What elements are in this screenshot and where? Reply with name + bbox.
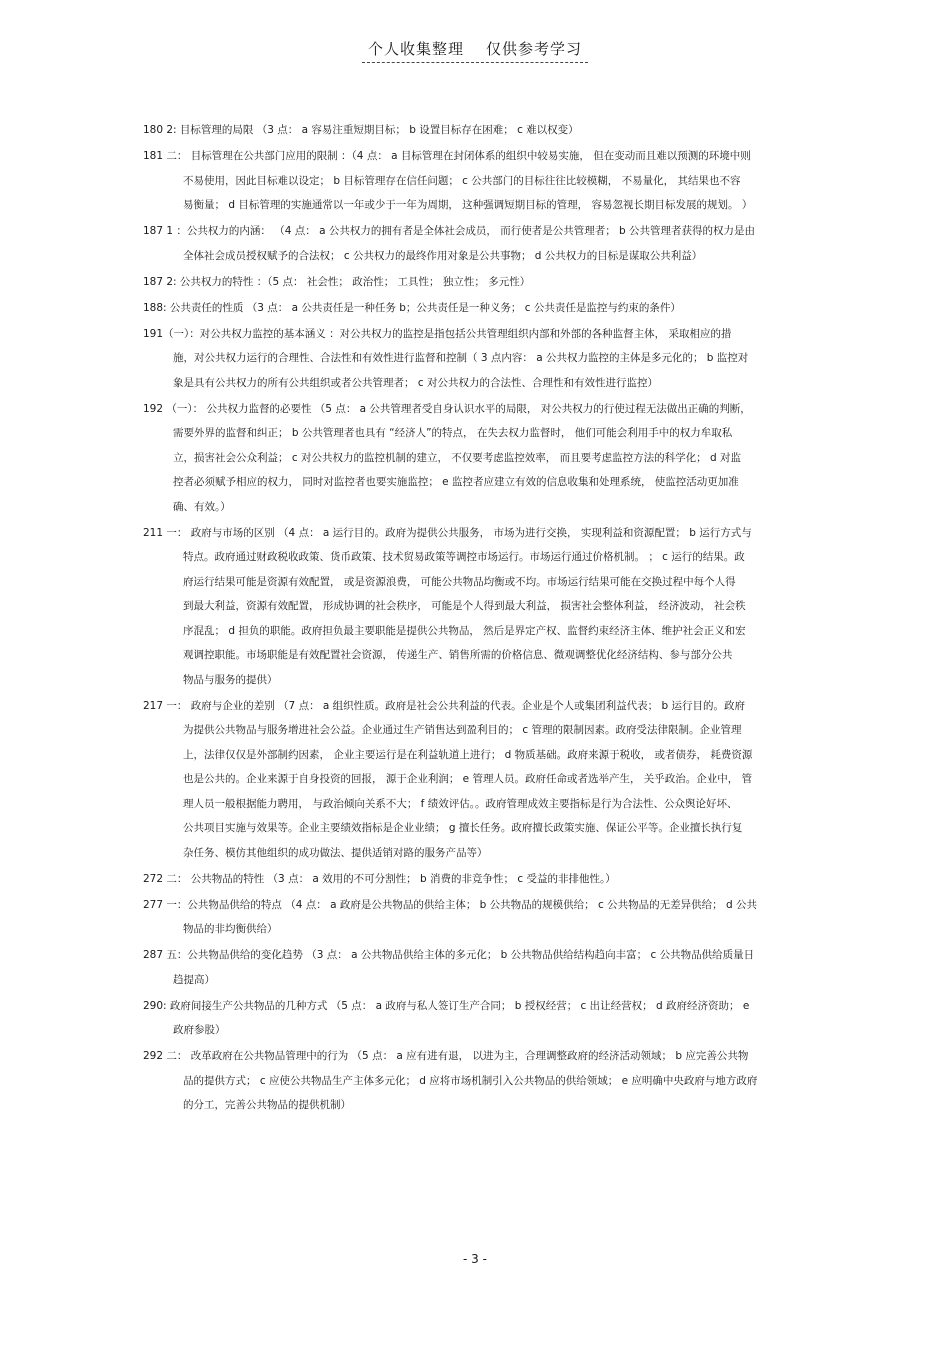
item-first-line: 180 2: 目标管理的局限 （3 点： a 容易注重短期目标； b 设置目标存在困难； c 难以权变） [143,124,579,136]
document-body [143,118,811,1119]
item-continuation-line: 理人员一般根据能力聘用， 与政治倾向关系不大； f 绩效评估。。政府管理成效主要指标是行为合法性、公众舆论好坏、 [183,797,738,810]
list-item [143,296,811,321]
item-first-line: 188: 公共责任的性质 （3 点： a 公共责任是一种任务 b；公共责任是一种义务； c 公共责任是监控与约束的条件） [143,301,681,314]
item-continuation-line: 全体社会成员授权赋予的合法权； c 公共权力的最终作用对象是公共事物； d 公共权力的目标是谋取公共利益） [183,249,703,262]
item-first-line: 192 （一）： 公共权力监督的必要性 （5 点： a 公共管理者受自身认识水平的局限， 对公共权力的行使过程无法做出正确的判断， [143,402,751,415]
item-continuation-line: 易衡量； d 目标管理的实施通常以一年或少于一年为周期， 这种强调短期目标的管理， 容易忽视长期目标发展的规划。 ） [183,199,753,211]
item-continuation-line: 物品与服务的提供） [183,673,278,686]
page-number: - 3 - [463,1252,487,1266]
item-continuation-line: 公共项目实施与效果等。企业主要绩效指标是企业业绩； g 擅长任务。政府擅长政策实施、保证公平等。企业擅长执行复 [183,822,743,834]
list-item [143,219,811,268]
list-item [143,144,811,218]
item-first-line: 187 1 ：公共权力的内涵： （4 点： a 公共权力的拥有者是全体社会成员， 而行使者是公共管理者； b 公共管理者获得的权力是由 [143,225,756,237]
list-item [143,1044,811,1118]
item-continuation-line: 不易使用，因此目标难以设定； b 目标管理存在信任问题； c 公共部门的目标往往比较模糊， 不易量化， 其结果也不容 [183,174,741,187]
list-item [143,893,811,942]
item-first-line: 191（一）：对公共权力监控的基本涵义 ：对公共权力的监控是指包括公共管理组织内部和外部的各种监督主体， 采取相应的措 [143,327,732,340]
item-first-line: 277 一：公共物品供给的特点 （4 点： a 政府是公共物品的供给主体； b 公共物品的规模供给； c 公共物品的无差异供给； d 公共 [143,898,757,911]
item-first-line: 290: 政府间接生产公共物品的几种方式 （5 点： a 政府与私人签订生产合同； b 授权经营； c 出让经营权； d 政府经济资助； e [143,999,750,1012]
list-item [143,867,811,892]
item-continuation-line: 施，对公共权力运行的合理性、合法性和有效性进行监督和控制（ 3 点内容： a 公共权力监控的主体是多元化的； b 监控对 [173,352,749,364]
item-first-line: 272 二： 公共物品的特性 （3 点： a 效用的不可分割性； b 消费的非竞争性； c 受益的非排他性。） [143,872,616,885]
item-continuation-line: 序混乱； d 担负的职能。政府担负最主要职能是提供公共物品， 然后是界定产权、监督约束经济主体、维护社会正义和宏 [183,624,746,637]
item-continuation-line: 为提供公共物品与服务增进社会公益。企业通过生产销售达到盈利目的； c 管理的限制因素。政府受法律限制。企业管理 [183,724,742,736]
item-first-line: 292 二： 改革政府在公共物品管理中的行为 （5 点： a 应有进有退， 以进为主，合理调整政府的经济活动领域； b 应完善公共物 [143,1050,749,1062]
item-first-line: 211 一： 政府与市场的区别 （4 点： a 运行目的。政府为提供公共服务， 市场为进行交换， 实现利益和资源配置； b 运行方式与 [143,526,752,539]
item-continuation-line: 特点。政府通过财政税收政策、货币政策、技术贸易政策等调控市场运行。市场运行通过价格机制。 ； c 运行的结果。政 [183,551,745,563]
item-continuation-line: 立，损害社会公众利益； c 对公共权力的监控机制的建立， 不仅要考虑监控效率， 而且要考虑监控方法的科学化； d 对监 [173,451,741,464]
item-continuation-line: 物品的非均衡供给） [183,923,278,935]
item-continuation-line: 需要外界的监督和纠正； b 公共管理者也具有 “经济人”的特点， 在失去权力监督时， 他们可能会利用手中的权力牟取私 [173,427,733,439]
page-header [0,38,950,63]
header-right-text: 仅供参考学习 [486,40,583,58]
item-continuation-line: 确、有效。） [173,500,231,513]
list-item [143,521,811,693]
list-item [143,322,811,396]
item-continuation-line: 趋提高） [173,973,215,986]
list-item [143,397,811,520]
list-item [143,994,811,1043]
item-continuation-line: 上，法律仅仅是外部制约因素， 企业主要运行是在利益轨道上进行； d 物质基础。政府来源于税收， 或者债券， 耗费资源 [183,748,753,761]
item-continuation-line: 也是公共的。企业来源于自身投资的回报， 源于企业利润； e 管理人员。政府任命或者选举产生， 关乎政治。企业中， 管 [183,773,753,785]
header-title [362,38,588,63]
list-item [143,118,811,143]
item-continuation-line: 的分工，完善公共物品的提供机制） [183,1099,351,1111]
item-continuation-line: 到最大利益，资源有效配置， 形成协调的社会秩序， 可能是个人得到最大利益， 损害社会整体利益， 经济波动， 社会秩 [183,600,746,612]
header-left-text: 个人收集整理 [367,40,464,58]
item-first-line: 217 一： 政府与企业的差别 （7 点： a 组织性质。政府是社会公共利益的代表。企业是个人或集团利益代表； b 运行目的。政府 [143,699,746,712]
item-continuation-line: 象是具有公共权力的所有公共组织或者公共管理者； c 对公共权力的合法性、合理性和有效性进行监控） [173,376,658,389]
list-item [143,270,811,295]
item-continuation-line: 品的提供方式； c 应使公共物品生产主体多元化； d 应将市场机制引入公共物品的供给领域； e 应明确中央政府与地方政府 [183,1074,758,1087]
item-continuation-line: 政府参股） [173,1024,226,1036]
item-first-line: 181 二： 目标管理在公共部门应用的限制 ：（4 点： a 目标管理在封闭体系的组织中较易实施， 但在变动而且难以预测的环境中则 [143,150,751,162]
item-continuation-line: 观调控职能。市场职能是有效配置社会资源， 传递生产、销售所需的价格信息、微观调整优化经济结构、参与部分公共 [183,649,733,661]
item-first-line: 187 2: 公共权力的特性 ：（5 点： 社会性； 政治性； 工具性； 独立性； 多元性） [143,275,531,288]
item-continuation-line: 控者必须赋予相应的权力， 同时对监控者也要实施监控； e 监控者应建立有效的信息收集和处理系统， 使监控活动更加准 [173,476,739,488]
list-item [143,943,811,992]
item-continuation-line: 府运行结果可能是资源有效配置， 或是资源浪费， 可能公共物品均衡或不均。市场运行结果可能在交换过程中每个人得 [183,575,736,588]
list-item [143,694,811,866]
item-continuation-line: 杂任务、模仿其他组织的成功做法、提供适销对路的服务产品等） [183,846,488,859]
item-first-line: 287 五：公共物品供给的变化趋势 （3 点： a 公共物品供给主体的多元化； b 公共物品供给结构趋向丰富； c 公共物品供给质量日 [143,949,755,961]
